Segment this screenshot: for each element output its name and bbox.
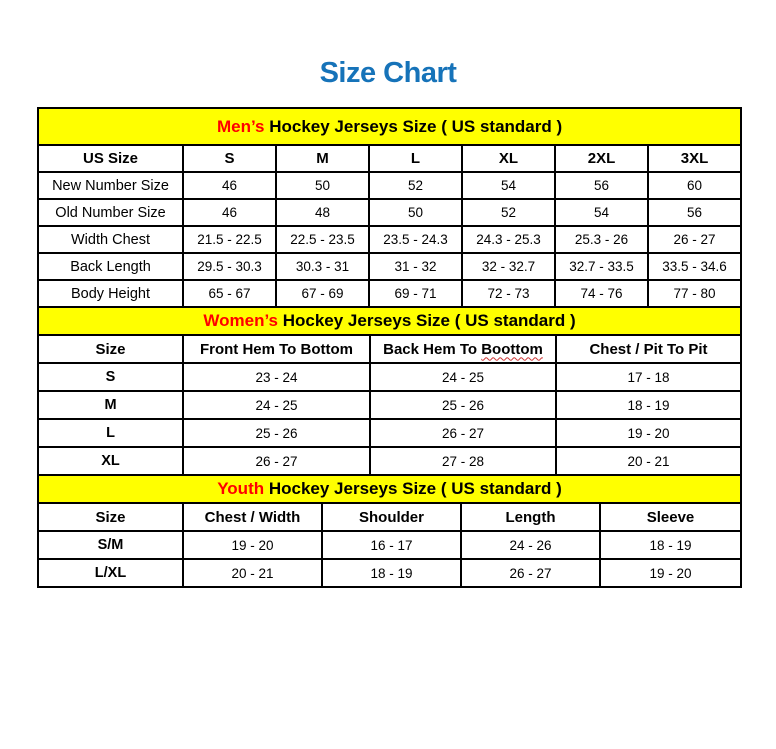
youth-highlight-text: Youth <box>217 479 265 498</box>
mens-highlight-text: Men’s <box>216 116 265 136</box>
row-label: L <box>38 419 183 447</box>
row-label: M <box>38 391 183 419</box>
column-header-2xl: 2XL <box>555 145 648 172</box>
size-value-cell: 56 <box>648 199 741 226</box>
row-label: Back Length <box>38 253 183 280</box>
table-row-body-height <box>38 280 741 307</box>
column-header-chest-width: Chest / Width <box>183 503 322 531</box>
row-label: Body Height <box>38 280 183 307</box>
column-header-m: M <box>276 145 369 172</box>
column-header-l: L <box>369 145 462 172</box>
size-value-cell: 16 - 17 <box>322 531 461 559</box>
size-value-cell: 69 - 71 <box>369 280 462 307</box>
size-value-cell: 54 <box>462 172 555 199</box>
column-header-size: Size <box>38 503 183 531</box>
row-label: XL <box>38 447 183 475</box>
youth-header-row <box>38 503 741 531</box>
youth-size-table <box>37 474 742 588</box>
column-header-sleeve: Sleeve <box>600 503 741 531</box>
table-row-youth-lxl <box>38 559 741 587</box>
row-label: Width Chest <box>38 226 183 253</box>
womens-header-row <box>38 335 741 363</box>
table-row-new-number-size <box>38 172 741 199</box>
size-value-cell: 19 - 20 <box>183 531 322 559</box>
size-value-cell: 23 - 24 <box>183 363 370 391</box>
size-value-cell: 31 - 32 <box>369 253 462 280</box>
column-header-length: Length <box>461 503 600 531</box>
back-hem-misspelled-word: Boottom <box>481 340 543 358</box>
mens-size-table <box>37 107 742 308</box>
column-header-s: S <box>183 145 276 172</box>
womens-band-text: Hockey Jerseys Size ( US standard ) <box>278 311 576 330</box>
size-value-cell: 24 - 26 <box>461 531 600 559</box>
row-label: Old Number Size <box>38 199 183 226</box>
size-value-cell: 26 - 27 <box>461 559 600 587</box>
size-value-cell: 65 - 67 <box>183 280 276 307</box>
size-value-cell: 32 - 32.7 <box>462 253 555 280</box>
table-row-width-chest <box>38 226 741 253</box>
size-value-cell: 52 <box>369 172 462 199</box>
column-header-3xl: 3XL <box>648 145 741 172</box>
column-header-chest-pit: Chest / Pit To Pit <box>556 335 741 363</box>
size-value-cell: 20 - 21 <box>556 447 741 475</box>
size-value-cell: 25.3 - 26 <box>555 226 648 253</box>
size-value-cell: 21.5 - 22.5 <box>183 226 276 253</box>
table-row-womens-m <box>38 391 741 419</box>
page-title: Size Chart <box>319 57 457 89</box>
size-value-cell: 17 - 18 <box>556 363 741 391</box>
youth-section-band <box>38 475 741 503</box>
youth-section-title <box>38 475 741 503</box>
column-header-size: Size <box>38 335 183 363</box>
table-row-old-number-size <box>38 199 741 226</box>
column-header-back-hem <box>370 335 556 363</box>
table-row-womens-l <box>38 419 741 447</box>
mens-header-row <box>38 145 741 172</box>
size-value-cell: 67 - 69 <box>276 280 369 307</box>
size-value-cell: 29.5 - 30.3 <box>183 253 276 280</box>
table-row-back-length <box>38 253 741 280</box>
table-row-youth-sm <box>38 531 741 559</box>
size-value-cell: 19 - 20 <box>556 419 741 447</box>
size-value-cell: 77 - 80 <box>648 280 741 307</box>
row-label: New Number Size <box>38 172 183 199</box>
column-header-shoulder: Shoulder <box>322 503 461 531</box>
column-header-us-size: US Size <box>38 145 183 172</box>
size-value-cell: 19 - 20 <box>600 559 741 587</box>
size-value-cell: 54 <box>555 199 648 226</box>
size-value-cell: 26 - 27 <box>648 226 741 253</box>
size-value-cell: 56 <box>555 172 648 199</box>
size-value-cell: 46 <box>183 172 276 199</box>
size-value-cell: 48 <box>276 199 369 226</box>
size-value-cell: 18 - 19 <box>322 559 461 587</box>
womens-section-title <box>38 307 741 335</box>
size-value-cell: 72 - 73 <box>462 280 555 307</box>
size-chart <box>37 107 740 588</box>
back-hem-prefix: Back Hem To <box>383 340 482 358</box>
mens-band-text: Hockey Jerseys Size ( US standard ) <box>264 116 563 136</box>
size-value-cell: 74 - 76 <box>555 280 648 307</box>
size-value-cell: 30.3 - 31 <box>276 253 369 280</box>
size-value-cell: 52 <box>462 199 555 226</box>
size-value-cell: 18 - 19 <box>556 391 741 419</box>
table-row-womens-xl <box>38 447 741 475</box>
size-value-cell: 24 - 25 <box>370 363 556 391</box>
size-value-cell: 23.5 - 24.3 <box>369 226 462 253</box>
size-value-cell: 24 - 25 <box>183 391 370 419</box>
womens-highlight-text: Women’s <box>203 311 278 330</box>
row-label: S <box>38 363 183 391</box>
size-value-cell: 20 - 21 <box>183 559 322 587</box>
size-value-cell: 24.3 - 25.3 <box>462 226 555 253</box>
size-value-cell: 27 - 28 <box>370 447 556 475</box>
mens-section-band <box>38 108 741 145</box>
size-value-cell: 22.5 - 23.5 <box>276 226 369 253</box>
row-label: S/M <box>38 531 183 559</box>
womens-section-band <box>38 307 741 335</box>
table-row-womens-s <box>38 363 741 391</box>
size-value-cell: 33.5 - 34.6 <box>648 253 741 280</box>
mens-section-title <box>38 108 741 145</box>
size-value-cell: 18 - 19 <box>600 531 741 559</box>
size-value-cell: 50 <box>369 199 462 226</box>
size-value-cell: 26 - 27 <box>370 419 556 447</box>
youth-band-text: Hockey Jerseys Size ( US standard ) <box>264 479 562 498</box>
column-header-xl: XL <box>462 145 555 172</box>
column-header-front-hem: Front Hem To Bottom <box>183 335 370 363</box>
size-value-cell: 50 <box>276 172 369 199</box>
size-value-cell: 32.7 - 33.5 <box>555 253 648 280</box>
size-value-cell: 46 <box>183 199 276 226</box>
size-value-cell: 26 - 27 <box>183 447 370 475</box>
size-value-cell: 60 <box>648 172 741 199</box>
row-label: L/XL <box>38 559 183 587</box>
womens-size-table <box>37 306 742 476</box>
size-value-cell: 25 - 26 <box>370 391 556 419</box>
size-value-cell: 25 - 26 <box>183 419 370 447</box>
